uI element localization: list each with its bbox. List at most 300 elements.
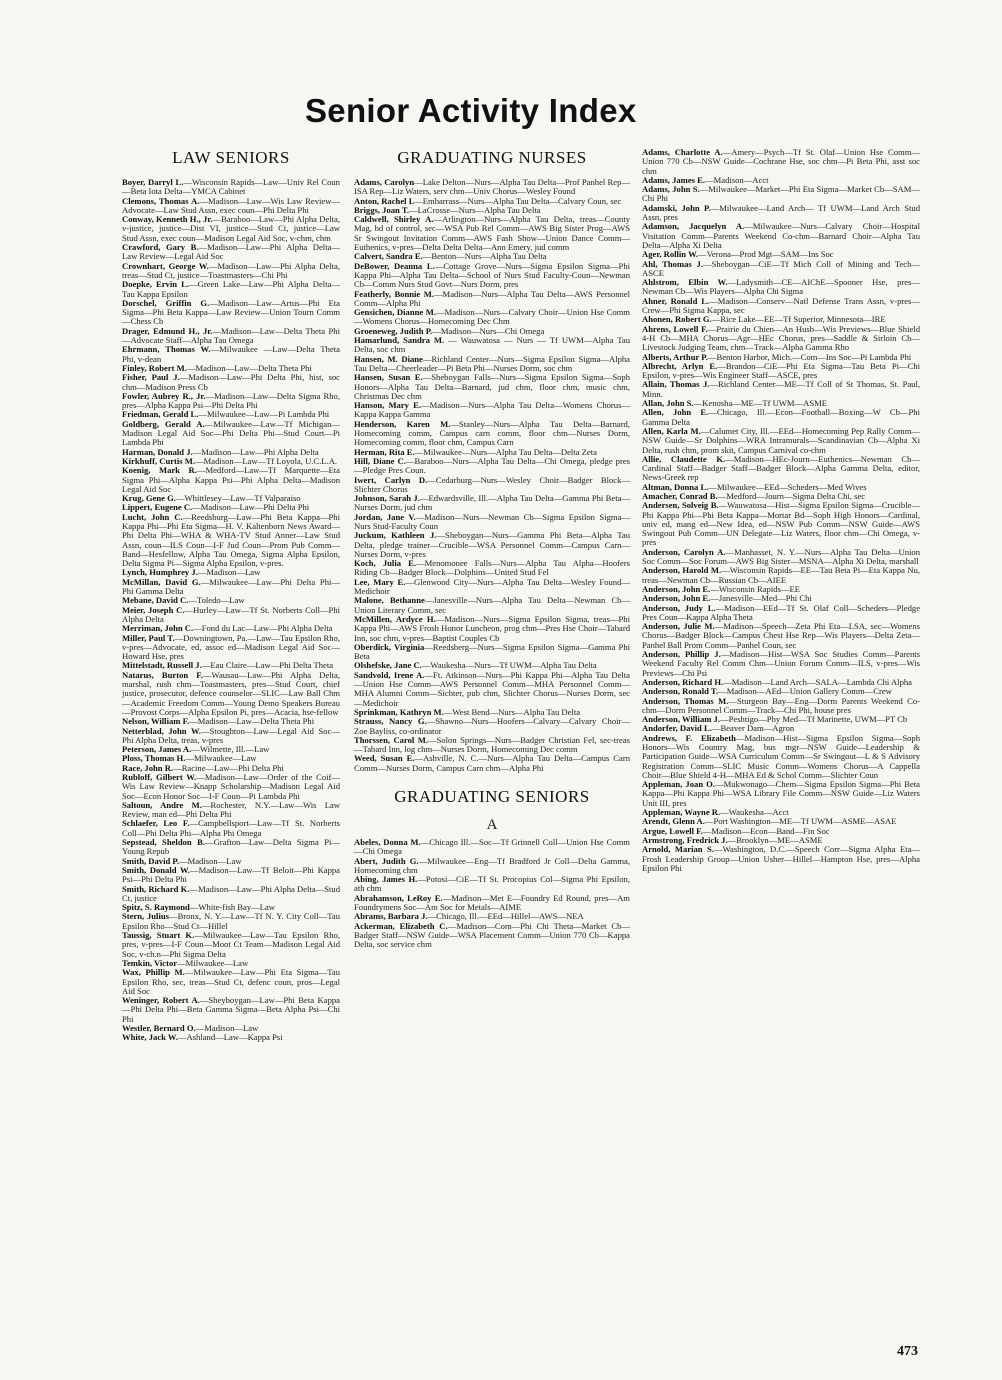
entry-activities: —Madison—Law—Phi Alpha Delta—Law Review—Legal Aid Soc	[122, 242, 340, 262]
entry-name: Dorschel, Griffin G.	[122, 297, 210, 308]
entry-name: Conway, Kenneth H., Jr.	[122, 214, 213, 225]
entry-activities: —Milwaukee —Law—Delta Theta Phi, v-dean	[122, 344, 340, 364]
entry-name: Hansen, M. Diane	[354, 353, 423, 364]
entry-name: Hansen, Susan E.	[354, 372, 423, 383]
page-title: Senior Activity Index	[305, 92, 637, 129]
entry-name: Henderson, Karen M.	[354, 418, 451, 429]
entry-name: Albrecht, Arlyn E.	[642, 360, 718, 371]
entry-activities: —White-fish Bay—Law	[189, 902, 276, 913]
entry-name: Andersen, Solveig B.	[642, 500, 719, 511]
entry-activities: —Milwaukee—Nurs—Alpha Tau Delta—Delta Zeta	[414, 446, 597, 457]
index-entry	[122, 262, 340, 281]
entry-name: DeBower, Deanna L.	[354, 260, 435, 271]
index-entry	[642, 380, 920, 399]
index-entry	[122, 968, 340, 996]
entry-name: Ehrmann, Thomas W.	[122, 344, 211, 355]
entry-name: Mittelstadt, Russell J.	[122, 660, 202, 671]
entry-name: Adams, Carolyn	[354, 177, 415, 187]
entry-activities: —Grafton—Law—Delta Sigma Pi—Young Repub	[122, 837, 340, 857]
index-entry	[354, 178, 630, 197]
index-entry	[642, 148, 920, 176]
graduating-seniors-continued-list	[642, 148, 920, 873]
entry-activities: —Sheboygan—CiE—Tf Mich Coll of Mining and Tech—ASCE	[642, 258, 920, 278]
entry-name: White, Jack W.	[122, 1032, 178, 1043]
entry-activities: —Hurley—Law—Tf St. Norberts Coll—Phi Alpha Delta	[122, 604, 341, 624]
index-entry	[122, 634, 340, 662]
entry-name: Meier, Joseph C.	[122, 604, 185, 615]
entry-name: Allen, Karla M.	[642, 425, 701, 436]
entry-name: Oberdick, Virginia	[354, 641, 425, 652]
entry-activities: —Green Lake—Law—Phi Alpha Delta—Tau Kappa Epsilon	[122, 279, 340, 299]
entry-activities: —Madison—Speech—Zeta Phi Eta—LSA, sec—Womens Chorus—Badger Block—Campus Chest Hse Rep—Wis Players—Delta Zeta—Panhel Ball Prom Comm—Panhel Coun, sec	[642, 621, 920, 650]
nurses-column	[354, 148, 630, 950]
entry-activities: —Peshtigo—Phy Med—Tf Marinette, UWM—PT Cb	[720, 714, 908, 725]
entry-name: Merriman, John C.	[122, 623, 194, 634]
entry-name: Schlaefer, Leo F.	[122, 818, 190, 829]
entry-name: Anderson, Ronald T.	[642, 686, 719, 697]
index-entry	[122, 606, 340, 625]
entry-name: Lucht, John C.	[122, 511, 183, 522]
entry-activities: —Campbellsport—Law—Tf St. Norberts Coll—Phi Delta Phi—Alpha Phi Omega	[122, 818, 340, 838]
index-entry	[354, 513, 630, 532]
entry-activities: —Whittlesey—Law—Tf Valparaiso	[175, 493, 301, 504]
entry-activities: —Beaver Dam—Agron	[711, 723, 795, 734]
index-entry	[642, 278, 920, 297]
entry-name: Temkin, Victor	[122, 957, 178, 968]
entry-name: Ahonen, Robert G.	[642, 314, 712, 325]
entry-name: Nelson, William F.	[122, 716, 190, 727]
entry-name: McMillan, David G.	[122, 576, 201, 587]
entry-name: Lee, Mary E.	[354, 576, 406, 587]
entry-activities: —Solon Springs—Nurs—Badger Christian Fel, sec-treas—Tabard Inn, log chm—Nurses Dorm, Homecoming Dec comm	[354, 734, 630, 755]
entry-name: Andrews, F. Elizabeth	[642, 732, 736, 743]
entry-name: Allen, John E.	[642, 407, 709, 418]
entry-activities: —Madison—Law—Phi Alpha Delta, treas—Stud Ct, justice—Toastmasters—Chi Phi	[122, 260, 340, 280]
entry-name: Allan, John S.	[642, 398, 694, 409]
index-entry	[122, 178, 340, 197]
entry-activities: —Sheboygan Falls—Nurs—Sigma Epsilon Sigma—Soph Honors—Alpha Tau Delta—Barnard, jud chm, floor chm, music chm, Christmas Dec chm	[354, 372, 630, 401]
index-entry	[122, 819, 340, 838]
entry-activities: —Madison—Law	[197, 567, 261, 578]
entry-activities: —Milwaukee—Nurs—Calvary Choir—Hospital Visitation Comm—Parents Weekend Co-chm—Barnard Choir—Alpha Tau Delta—Alpha Xi Delta	[642, 221, 920, 250]
index-entry	[122, 215, 340, 243]
index-entry	[354, 838, 630, 857]
index-entry	[122, 578, 340, 597]
entry-name: Ackerman, Elizabeth C.	[354, 920, 448, 931]
entry-activities: —Madison—Nurs—Sigma Epsilon Sigma, treas—Phi Kappa Phi—AWS Frosh Honor Luncheon, prog chm—Pres Hse Choir—Tabard Inn, soc chm, v-pres—Baptist Couples Cb	[354, 613, 630, 643]
entry-name: Abrams, Barbara J.	[354, 911, 428, 922]
index-entry	[642, 780, 920, 808]
index-entry	[122, 838, 340, 857]
entry-name: Spitz, S. Raymond	[122, 902, 190, 913]
entry-name: Fowler, Aubrey R., Jr.	[122, 390, 206, 401]
entry-activities: —Embarrass—Nurs—Alpha Tau Delta—Calvary Coun, sec	[414, 195, 622, 206]
index-entry	[354, 262, 630, 290]
entry-activities: —Glenwood City—Nurs—Alpha Tau Delta—Wesley Found—Medichoir	[354, 576, 630, 597]
entry-name: Abeles, Donna M.	[354, 837, 421, 847]
index-entry	[642, 455, 920, 483]
entry-name: Allie, Claudette K.	[642, 453, 726, 464]
entry-activities: —Stoughton—Law—Legal Aid Soc—Phi Alpha Delta, treas, v-pres	[122, 725, 340, 745]
index-entry	[642, 362, 920, 381]
entry-name: Boyer, Darryl L.	[122, 177, 184, 187]
entry-activities: —Amery—Psych—Tf St. Olaf—Union Hse Comm—Union 770 Cb—NSW Guide—Cochrane Hse, soc chm—Pi Beta Phi, asst soc chm	[642, 147, 920, 176]
entry-activities: —Verona—Prod Mgt—SAM—Ins Soc	[698, 249, 834, 260]
seniors-continued-column	[642, 148, 920, 873]
entry-name: Clemons, Thomas A.	[122, 195, 200, 206]
index-entry	[642, 697, 920, 716]
entry-name: Koenig, Mark R.	[122, 465, 197, 476]
entry-activities: —Janesville—Nurs—Alpha Tau Delta—Newman Cb—Union Literary Comm, sec	[354, 595, 630, 615]
entry-activities: —Milwaukee—Law	[177, 957, 249, 968]
entry-name: Anderson, Harold M.	[642, 565, 722, 576]
entry-name: Iwert, Carlyn D.	[354, 474, 428, 485]
entry-name: Natarus, Burton F.	[122, 669, 203, 680]
index-entry	[354, 308, 630, 327]
index-entry	[122, 299, 340, 327]
index-entry	[122, 392, 340, 411]
index-entry	[122, 996, 340, 1024]
index-entry	[354, 531, 630, 559]
entry-activities: —Madison—Law—Delta Theta Phi—Advocate Staff—Alpha Tau Omega	[122, 325, 340, 346]
index-entry	[642, 260, 920, 279]
entry-name: Harman, Donald J.	[122, 446, 193, 457]
entry-name: Sprinkman, Kathryn M.	[354, 706, 444, 717]
index-entry	[122, 513, 340, 569]
entry-name: Koch, Julia E.	[354, 558, 417, 569]
entry-activities: —Milwaukee—Law—Tf Michigan—Madison Legal Aid Soc—Phi Delta Phi—Stud Court—Pi Lambda Phi	[122, 418, 340, 448]
index-entry	[642, 845, 920, 873]
entry-activities: —Milwaukee—Market—Phi Eta Sigma—Market Cb—SAM—Chi Phi	[642, 184, 920, 204]
index-entry	[642, 548, 920, 567]
entry-name: Armstrong, Fredrick J.	[642, 834, 728, 845]
entry-activities: —Madison—Nurs—Calvary Choir—Union Hse Comm—Womens Chorus—Homecoming Dec Chm	[354, 307, 630, 327]
entry-name: Sandvold, Irene A.	[354, 669, 425, 680]
entry-name: Adamson, Jacquelyn A.	[642, 221, 745, 232]
entry-activities: —Madison—Com—Phi Chi Theta—Market Cb—Badger Staff—NSW Guide—WSA Placement Comm—Union 770 Cb—Kappa Delta, soc service chm	[354, 920, 630, 950]
entry-activities: —Medford—Journ—Sigma Delta Chi, sec	[717, 490, 866, 501]
entry-name: Drager, Edmund H., Jr.	[122, 325, 213, 336]
index-entry	[122, 912, 340, 931]
index-entry	[354, 290, 630, 309]
index-entry	[642, 501, 920, 547]
index-entry	[642, 734, 920, 780]
graduating-seniors-heading: GRADUATING SENIORS	[394, 787, 590, 806]
entry-activities: —Madison—Nurs—Alpha Tau Delta—Womens Chorus—Kappa Kappa Gamma	[354, 400, 631, 420]
entry-activities: —Stanley—Nurs—Alpha Tau Delta—Barnard, Homecoming comm, Campus carn comm, floor chm—Nurses Dorm, Homecoming comm, floor chm, Campus Carn	[354, 418, 630, 448]
entry-name: Argue, Lowell F.	[642, 825, 703, 836]
entry-name: Olshefske, Jane C.	[354, 660, 422, 671]
entry-activities: —Madison—Law—Phi Delta Phi, hist, soc chm—Madison Press Cb	[122, 372, 340, 392]
entry-activities: —Milwaukee—Law	[185, 753, 257, 764]
entry-name: Anderson, Phillip J.	[642, 649, 721, 660]
index-entry	[354, 559, 630, 578]
entry-activities: —Cedarburg—Nurs—Wesley Choir—Badger Block—Slichter Chorus	[354, 474, 630, 494]
entry-activities: —Sheyboygan—Law—Phi Beta Kappa—Phi Delta Phi—Beta Gamma Sigma—Beta Alpha Psi—Chi Phi	[122, 995, 340, 1024]
entry-activities: —Madison—EEd—Tf St. Olaf Coll—Scheders—Pledge Pres Coun—Kappa Alpha Theta	[642, 602, 921, 622]
entry-name: Anton, Rachel I.	[354, 195, 415, 206]
entry-name: Smith, Richard K.	[122, 883, 190, 894]
entry-name: Andorfer, David L.	[642, 723, 712, 734]
entry-activities: —Wisconsin Rapids—Law—Univ Rel Coun—Beta Iota Delta—YMCA Cabinet	[122, 177, 340, 197]
index-entry	[642, 427, 920, 455]
entry-activities: —Ashland—Law—Kappa Psi	[177, 1032, 283, 1043]
entry-activities: —Madison—AEd—Union Gallery Comm—Crew	[718, 686, 892, 697]
law-seniors-column	[122, 148, 340, 1043]
entry-activities: —Madison—Acct	[705, 174, 769, 185]
entry-name: Lynch, Humphrey J.	[122, 567, 198, 578]
entry-activities: —Baraboo—Nurs—Alpha Tau Delta—Chi Omega, pledge pres—Pledge Pres Coun.	[354, 455, 630, 476]
entry-activities: —Waukesha—Nurs—Tf UWM—Alpha Tau Delta	[421, 660, 597, 671]
index-entry	[642, 408, 920, 427]
entry-activities: —Medford—Law—Tf Marquette—Eta Sigma Phi—Alpha Kappa Psi—Phi Alpha Delta—Madison Legal Aid Soc	[122, 465, 340, 494]
entry-activities: —Brooklyn—ME—ASME	[727, 834, 823, 845]
entry-activities: —Port Washington—ME—Tf UWM—ASME—ASAE	[704, 816, 897, 827]
index-entry	[642, 297, 920, 316]
entry-name: Kirkhuff, Curtis M.	[122, 455, 196, 466]
index-entry	[642, 604, 920, 623]
entry-activities: —Fond du Lac—Law—Phi Alpha Delta	[193, 623, 333, 634]
index-entry	[354, 578, 630, 597]
entry-activities: —West Bend—Nurs—Alpha Tau Delta	[443, 706, 581, 717]
entry-activities: —Madison—Conserv—Natl Defense Trans Assn, v-pres—Crew—Phi Sigma Kappa, sec	[642, 295, 920, 316]
index-entry	[122, 345, 340, 364]
entry-name: Adams, Charlotte A.	[642, 147, 723, 157]
entry-activities: —Edwardsville, Ill.—Alpha Tau Delta—Gamma Phi Beta—Nurses Dorm, jud chm	[354, 493, 630, 513]
entry-name: Mebane, David C.	[122, 595, 189, 606]
index-entry	[122, 866, 340, 885]
entry-activities: —Rice Lake—EE—Tf Superior, Minnesota—IRE	[711, 314, 886, 325]
law-seniors-heading: LAW SENIORS	[172, 148, 290, 167]
entry-name: Juckum, Kathleen J.	[354, 530, 437, 541]
entry-activities: —Chicago Ill.—Soc—Tf Grinnell Coll—Union Hse Comm—Chi Omega	[354, 837, 630, 857]
entry-name: Appleman, Wayne R.	[642, 807, 721, 818]
index-entry	[354, 736, 630, 755]
entry-activities: —Madison—Law—Phi Alpha Delta—Stud Ct, justice	[122, 883, 340, 903]
entry-name: Crawford, Gary B.	[122, 242, 199, 253]
entry-name: Wax, Phillip M.	[122, 967, 185, 978]
entry-activities: —Janesville—Med—Phi Chi	[710, 593, 812, 604]
entry-activities: —Madison—Law—Artus—Phi Eta Sigma—Phi Beta Kappa—Law Review—Union Tourn Comm—Chess Cb	[122, 297, 340, 327]
entry-activities: —Madison—HEc-Journ—Euthenics—Newman Cb— Cardinal Staff—Badger Staff—Badger Block—Alpha Gamma Delta, editor, News-Greek rep	[642, 453, 920, 483]
entry-activities: —LaCrosse—Nurs—Alpha Tau Delta	[409, 204, 541, 215]
entry-activities: —Sturgeon Bay—Eng—Dorm Parents Weekend Co-chm—Dorm Personnel Comm—Track—Chi Phi, house pres	[642, 695, 920, 715]
entry-activities: —Rochester, N.Y.—Law—Wis Law Review, man ed—Phi Delta Phi	[122, 799, 341, 820]
index-entry	[354, 215, 630, 252]
index-entry	[122, 466, 340, 494]
entry-name: Arendt, Glenn A.	[642, 816, 705, 827]
index-entry	[354, 373, 630, 401]
entry-name: Lippert, Eugene C.	[122, 502, 193, 513]
index-entry	[642, 622, 920, 650]
entry-name: Westler, Bernard O.	[122, 1023, 196, 1034]
entry-activities: —Baraboo—Law—Phi Alpha Delta, v-justice, justice—Dist VI, justice—Stud Ct, justice—Law Stud Assn, exec coun—Madison Legal Aid Soc, v-chm, chm	[122, 214, 341, 243]
entry-name: Gensichen, Dianne M.	[354, 307, 437, 318]
entry-name: Adams, James E.	[642, 174, 706, 185]
entry-name: Ahrens, Lowell F.	[642, 323, 708, 334]
index-entry	[122, 420, 340, 448]
entry-activities: —Toledo—Law	[188, 595, 245, 606]
entry-activities: —Wisconsin Rapids—EE—Tau Beta Pi—Eta Kappa Nu, treas—Newman Cb—Russian Cb—AIEE	[642, 565, 920, 585]
index-entry	[354, 336, 630, 355]
index-entry	[122, 280, 340, 299]
entry-name: Abrahamson, LeRoy E.	[354, 892, 443, 903]
entry-name: Crownhart, George W.	[122, 260, 209, 271]
entry-name: Doepke, Ervin L.	[122, 279, 190, 290]
entry-name: Finley, Robert M.	[122, 362, 187, 373]
entry-name: Ploss, Thomas H.	[122, 753, 186, 764]
index-entry	[122, 773, 340, 801]
graduating-nurses-list	[354, 178, 630, 773]
index-entry	[642, 185, 920, 204]
entry-name: Adams, John S.	[642, 184, 700, 195]
entry-activities: —Cottage Grove—Nurs—Sigma Epsilon Sigma—Phi Kappa Phi—Alpha Tau Delta—School of Nurs Stud Faculty-Coun—Newman Cb—Comm Nurs Stud Govt—Nurs Dorm, pres	[354, 260, 631, 290]
entry-activities: —Waukesha—Acct	[720, 807, 789, 818]
index-entry	[354, 894, 630, 913]
entry-name: Smith, Donald W.	[122, 864, 190, 875]
entry-name: Goldberg, Gerald A.	[122, 418, 205, 429]
entry-name: Featherly, Bonnie M.	[354, 288, 434, 299]
letter-heading: A	[486, 817, 498, 833]
page-number: 473	[897, 1344, 918, 1359]
entry-name: Calvert, Sandra E.	[354, 251, 423, 262]
index-entry	[354, 355, 630, 374]
entry-name: Briggs, Joan T.	[354, 204, 410, 215]
entry-activities: —Madison—Law—Order of the Coif—Wis Law Review—Knapp Scholarship—Madison Legal Aid Soc—Econ Honor Soc—I-F Coun—Pi Lambda Phi	[122, 772, 340, 801]
entry-activities: —Madison—Nurs—Chi Omega	[432, 325, 545, 336]
entry-name: Caldwell, Shirley A.	[354, 214, 434, 225]
entry-name: Netterblad, John W.	[122, 725, 201, 736]
entry-name: Anderson, John E.	[642, 593, 711, 604]
entry-name: Anderson, Judy L.	[642, 602, 716, 613]
entry-activities: —Madison—Law	[179, 855, 242, 866]
entry-name: Miller, Paul T.	[122, 632, 175, 643]
index-entry	[122, 671, 340, 717]
entry-activities: —Richland Center—Nurs—Sigma Epsilon Sigma—Alpha Tau Delta—Cheerleader—Pi Beta Phi—Nurses Dorm, soc chm	[354, 353, 630, 373]
entry-name: Race, John R.	[122, 762, 174, 773]
entry-name: Johnson, Sarah J.	[354, 493, 420, 504]
entry-name: Sepstead, Sheldon B.	[122, 837, 205, 848]
entry-name: Arnold, Marian S.	[642, 844, 714, 855]
entry-name: Jordan, Jane V.	[354, 511, 416, 522]
entry-activities: —Ladysmith—CE—AIChE—Spooner Hse, pres—Newman Cb—Wis Players—Alpha Chi Sigma	[642, 277, 920, 297]
entry-name: Allain, Thomas J.	[642, 379, 710, 390]
entry-name: Anderson, Richard H.	[642, 676, 724, 687]
entry-name: Anderson, Julie M.	[642, 621, 715, 632]
entry-name: Stern, Julius	[122, 911, 169, 922]
graduating-nurses-heading: GRADUATING NURSES	[397, 148, 587, 167]
entry-name: Anderson, John E.	[642, 583, 711, 594]
entry-activities: —Lake Delton—Nurs—Alpha Tau Delta—Prof Panhel Rep—ISA Rep—Liz Waters, serv chm—Univ Chorus—Wesley Found	[354, 177, 630, 197]
entry-name: Anderson, Thomas M.	[642, 695, 729, 706]
index-entry	[354, 671, 630, 708]
entry-activities: —Madison—Law—Delta Theta Phi	[186, 362, 312, 373]
entry-activities: —Milwaukee—Law—Pi Lambda Phi	[198, 409, 330, 420]
index-entry	[642, 222, 920, 250]
entry-activities: —Milwaukee—Law—Phi Delta Phi—Phi Gamma Delta	[122, 576, 340, 597]
index-entry	[354, 401, 630, 420]
entry-activities: —Racine—Law—Phi Delta Phi	[173, 762, 284, 773]
entry-activities: —Madison—Hist—WSA Soc Studies Comm—Parents Weekend Faculty Rel Comm Chm—Union Forum Comm—ILS, v-pres—Wis Previews—Chi Psi	[642, 649, 920, 678]
entry-activities: —Madison—Law	[195, 1023, 259, 1034]
entry-activities: —Madison—Hist—Sigma Epsilon Sigma—Soph Honors—Wis Country Mag, bus mgr—NSW Guide—Leadership & Participation Guide—WSA Curriculum Comm—Sr Swingout—L & S Advisory Registration Comm—SLIC Music Comm—Womens Chorus—A Cappella Choir—Blue Shield 4-H—MHA Ed & Schol Comm—Slichter Coun	[642, 732, 921, 780]
entry-name: Hamarlund, Sandra M.	[354, 335, 445, 346]
index-entry	[642, 325, 920, 353]
entry-name: Hanson, Mary E.	[354, 400, 421, 411]
entry-activities: —Wilmette, Ill.—Law	[191, 744, 270, 755]
entry-activities: —Madison—Law—Wis Law Review—Advocate—Law Stud Assn, exec coun—Phi Delta Phi	[122, 195, 340, 215]
entry-name: Peterson, James A.	[122, 744, 192, 755]
entry-activities: — Wauwatosa — Nurs — Tf UWM—Alpha Tau Delta, soc chm	[354, 335, 630, 355]
entry-activities: —Madison—Law—Tf Loyola, U.C.L.A.	[195, 455, 338, 466]
entry-name: Abert, Judith G.	[354, 855, 419, 866]
entry-activities: —Madison—Nurs—Alpha Tau Delta—AWS Personnel Comm—Alpha Phi	[354, 288, 630, 308]
index-entry	[354, 754, 630, 773]
entry-activities: —Wauwatosa—Hist—Sigma Epsilon Sigma—Crucible—Phi Kappa Phi—Phi Beta Kappa—Mortar Bd—Soph High Honors—Cardinal, univ ed, mang ed—New Idea, ed—NSW Pub Comm—NSW Guide—AWS Swingout Pub Comm—UN Delegate—Liz Waters, floor chm—Chi Omega, v-pres	[642, 500, 920, 548]
index-entry	[354, 857, 630, 876]
entry-activities: —Madison—Met E—Foundry Ed Round, pres—Am Foundrymens Soc—Am Soc for Metals—AIME	[354, 892, 630, 913]
index-entry	[122, 243, 340, 262]
entry-activities: —Kenosha—ME—Tf UWM—ASME	[693, 398, 828, 409]
entry-name: Groeneweg, Judith P.	[354, 325, 433, 336]
entry-name: Malone, Bethanne	[354, 595, 425, 606]
entry-name: Ager, Rollin W.	[642, 249, 699, 260]
entry-activities: —Washington, D.C.—Speech Corr—Sigma Alpha Eta—Frosh Leadership Group—Union Usher—Hillel—Hampton Hse, pres—Alpha Epsilon Phi	[642, 844, 920, 873]
entry-activities: —Reedsberg—Nurs—Sigma Epsilon Sigma—Gamma Phi Beta	[354, 641, 631, 662]
entry-activities: —Manhasset, N. Y.—Nurs—Alpha Tau Delta—Union Soc Comm—Soc Forum—AWS Big Sister—MSNA—Alpha Xi Delta, marshall	[642, 546, 920, 567]
entry-activities: —Benton—Nurs—Alpha Tau Delta	[422, 251, 547, 262]
entry-activities: —Richland Center—ME—Tf Coll of St Thomas, St. Paul, Minn.	[642, 379, 920, 399]
entry-name: Anderson, Carolyn A.	[642, 546, 726, 557]
index-entry	[122, 931, 340, 959]
index-entry	[354, 717, 630, 736]
index-entry	[354, 420, 630, 448]
law-seniors-list	[122, 178, 340, 1043]
entry-activities: —Chicago, Ill.—Econ—Football—Boxing—W Cb—Phi Gamma Delta	[642, 407, 920, 427]
entry-name: Appleman, Joan O.	[642, 779, 716, 790]
entry-name: Weninger, Robert A.	[122, 995, 200, 1006]
entry-activities: —Wausau—Law—Phi Alpha Delta, marshal, rush chm—Toastmasters, pres—Stud Court, chief justice, prosecutor, defence counselor—SLIC—Law Ball Chm—Academic Freedom Comm—Young Demo Speakers Bureau—Provost Corps—Alpha Epsilon Pi, pres—Acacia, hse-fellow	[122, 669, 341, 717]
entry-activities: —Madison—Nurs—Newman Cb—Sigma Epsilon Sigma—Nurs Stud-Faculty Coun	[354, 511, 630, 531]
entry-name: Hill, Diane C.	[354, 455, 406, 466]
entry-activities: —Milwaukee—Land Arch— Tf UWM—Land Arch Stud Assn, pres	[642, 202, 920, 223]
entry-name: Ahl, Thomas J.	[642, 258, 703, 269]
entry-activities: —Sheboygan—Nurs—Gamma Phi Beta—Alpha Tau Delta, pledge trainer—Crucible—WSA Personnel Comm—Campus Carn—Nurses Dorm, v-pres	[354, 530, 630, 559]
graduating-seniors-list	[354, 838, 630, 950]
entry-activities: —Calumet City, Ill.—EEd—Homecoming Pep Rally Comm—NSW Guide—Sr Dolphins—WRA Intramurals—Scandinavian Cb—Alpha Xi Delta, rush chm, prom skit, Campus Carnival co-chm	[642, 425, 920, 455]
entry-name: Ahlstrom, Elbin W.	[642, 277, 728, 288]
entry-name: McMillen, Ardyce H.	[354, 613, 436, 624]
index-entry	[122, 801, 340, 820]
entry-name: Smith, David P.	[122, 855, 179, 866]
entry-activities: —Potosi—CiE—Tf St. Procopius Col—Sigma Phi Epsilon, ath chm	[354, 874, 630, 894]
entry-name: Friedman, Gerald L.	[122, 409, 199, 420]
index-entry	[354, 457, 630, 476]
entry-name: Thorssen, Carol M.	[354, 734, 428, 745]
entry-name: Saltoun, Andre M.	[122, 799, 202, 810]
entry-activities: —Wisconsin Rapids—EE	[710, 583, 800, 594]
entry-activities: —Benton Harbor, Mich.—Com—Ins Soc—Pi Lambda Phi	[707, 351, 912, 362]
index-entry	[354, 615, 630, 643]
entry-activities: —Milwaukee—Law—Phi Eta Sigma—Tau Epsilon Rho, sec, treas—Stud Ct, defenc coun, pros—Legal Aid Soc	[122, 967, 340, 996]
entry-activities: —Madison—Law—Tf Beloit—Phi Kappa Psi—Phi Delta Phi	[122, 864, 340, 885]
entry-name: Anderson, William J.	[642, 714, 720, 725]
index-entry	[354, 875, 630, 894]
entry-name: Herman, Rita E.	[354, 446, 415, 457]
entry-activities: —Madison—Law—Phi Delta Phi	[192, 502, 310, 513]
entry-name: Ahner, Ronald L.	[642, 295, 710, 306]
entry-activities: —Brandon—CiE—Phi Eta Sigma—Tau Beta Pi—Chi Epsilon, v-pres—Wis Engineer Staff—ASCE, pres	[642, 360, 921, 381]
